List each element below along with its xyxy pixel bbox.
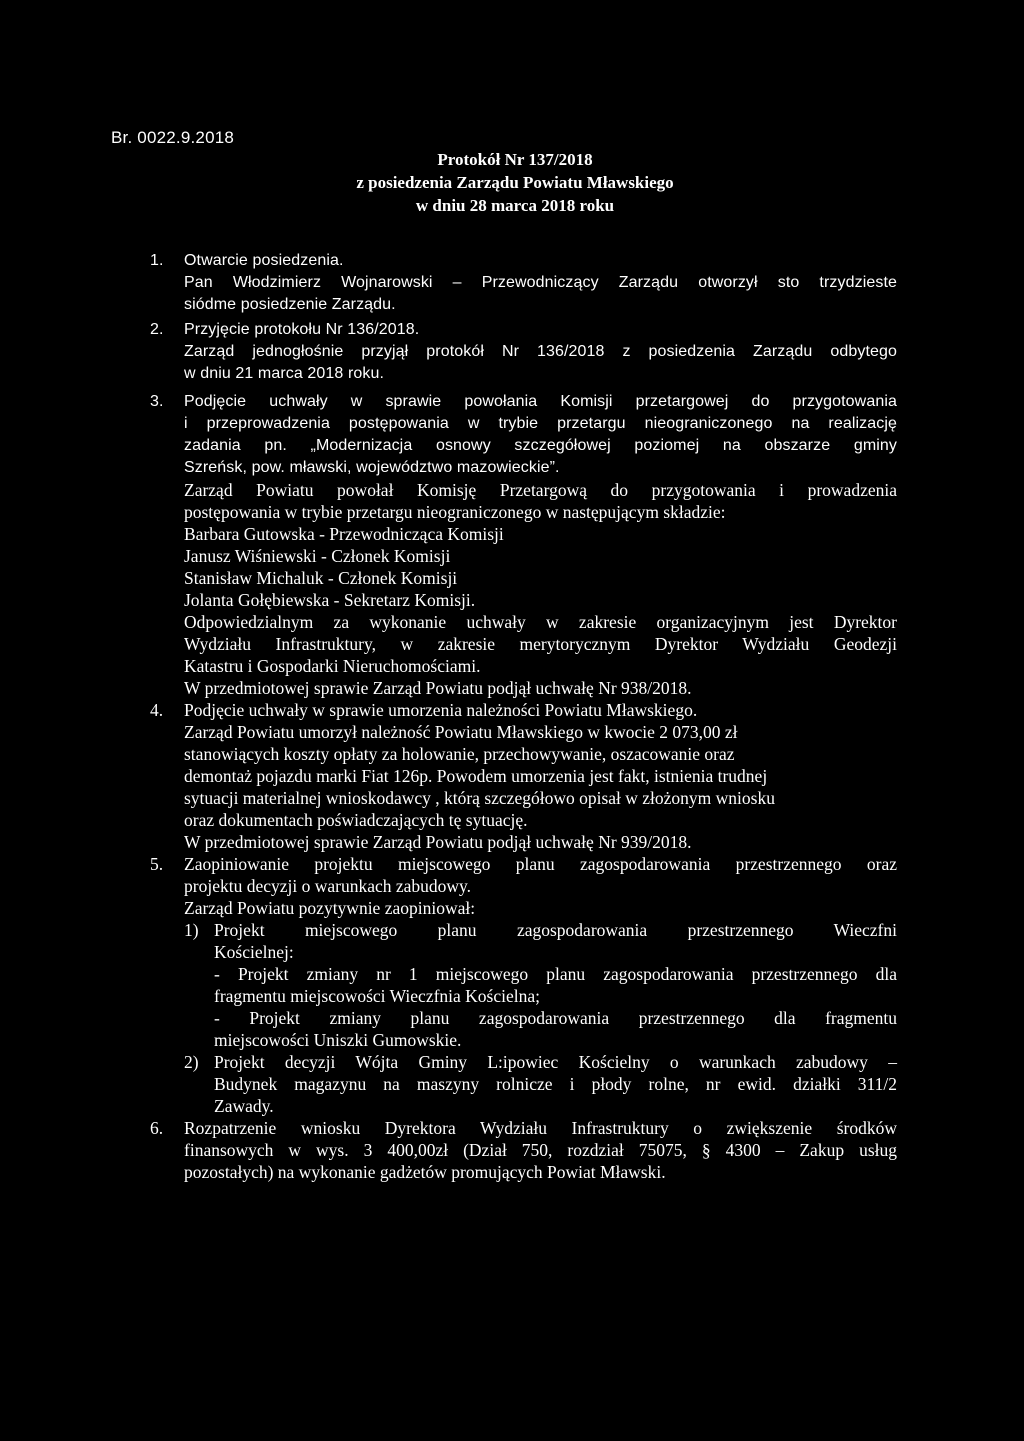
item-text-line: w dniu 21 marca 2018 roku. (184, 365, 385, 382)
item-heading-line: Podjęcie uchwały w sprawie powołania Komisji przetargowej do przygotowania (184, 393, 897, 410)
item-intro: Zarząd Powiatu pozytywnie zaopiniował: (184, 898, 476, 918)
item-heading-line: pozostałych) na wykonanie gadżetów promujących Powiat Mławski. (184, 1162, 666, 1182)
item-text-line: Barbara Gutowska - Przewodnicząca Komisji (184, 524, 504, 544)
item-text-line: sytuacji materialnej wnioskodawcy , którą szczegółowo opisał w złożonym wniosku (184, 788, 775, 808)
item-text-line: Zarząd Powiatu powołał Komisję Przetargową do przygotowania i prowadzenia (184, 480, 897, 500)
sub-item-1 (184, 919, 897, 1051)
agenda-item-2 (150, 319, 897, 385)
item-text-line: Zarząd Powiatu umorzył należność Powiatu Mławskiego w kwocie 2 073,00 zł (184, 722, 738, 742)
item-heading-line: Rozpatrzenie wniosku Dyrektora Wydziału Infrastruktury o zwiększenie środków (184, 1118, 897, 1138)
sub-item-line: - Projekt zmiany nr 1 miejscowego planu zagospodarowania przestrzennego dla (214, 964, 897, 984)
item-number: 1. (150, 252, 164, 269)
sub-item-line: Zawady. (214, 1096, 274, 1116)
sub-item-number: 2) (184, 1052, 199, 1072)
item-text-line: siódme posiedzenie Zarządu. (184, 296, 396, 313)
item-text-line: W przedmiotowej sprawie Zarząd Powiatu podjął uchwałę Nr 939/2018. (184, 832, 692, 852)
item-heading-line: Szreńsk, pow. mławski, województwo mazowieckie”. (184, 459, 560, 476)
item-text-line: stanowiących koszty opłaty za holowanie, przechowywanie, oszacowanie oraz (184, 744, 735, 764)
agenda-item-4 (150, 699, 897, 853)
title-line: z posiedzenia Zarządu Powiatu Mławskiego (356, 173, 674, 192)
title-line: w dniu 28 marca 2018 roku (415, 196, 615, 215)
item-text-line: Katastru i Gospodarki Nieruchomościami. (184, 656, 481, 676)
item-number: 3. (150, 393, 164, 410)
sub-item-line: miejscowości Uniszki Gumowskie. (214, 1030, 462, 1050)
sub-item-line: Kościelnej: (214, 942, 294, 962)
item-heading-line: zadania pn. „Modernizacja osnowy szczegółowej poziomej na obszarze gminy (184, 437, 897, 454)
document-body (150, 250, 897, 1183)
sub-item-line: Budynek magazynu na maszyny rolnicze i płody rolne, nr ewid. działki 311/2 (214, 1074, 897, 1094)
item-heading: Otwarcie posiedzenia. (184, 252, 344, 269)
sub-item-line: Projekt miejscowego planu zagospodarowania przestrzennego Wieczfni (214, 920, 897, 940)
item-heading: Podjęcie uchwały w sprawie umorzenia należności Powiatu Mławskiego. (184, 700, 698, 720)
item-number: 4. (150, 700, 164, 720)
item-text-line: Janusz Wiśniewski - Członek Komisji (184, 546, 451, 566)
item-text-line: demontaż pojazdu marki Fiat 126p. Powodem umorzenia jest fakt, istnienia trudnej (184, 766, 768, 786)
item-text-line: Odpowiedzialnym za wykonanie uchwały w zakresie organizacyjnym jest Dyrektor (184, 612, 897, 632)
sub-item-line: fragmentu miejscowości Wieczfnia Kościelna; (214, 986, 541, 1006)
item-number: 2. (150, 321, 164, 338)
document-title (300, 148, 730, 217)
item-number: 6. (150, 1118, 164, 1138)
item-text-line: Zarząd jednogłośnie przyjął protokół Nr 136/2018 z posiedzenia Zarządu odbytego (184, 343, 897, 360)
item-text-line: postępowania w trybie przetargu nieograniczonego w następującym składzie: (184, 502, 726, 522)
item-text-line: oraz dokumentach poświadczających tę sytuację. (184, 810, 528, 830)
sub-item-line: - Projekt zmiany planu zagospodarowania przestrzennego dla fragmentu (214, 1008, 897, 1028)
item-text-line: Wydziału Infrastruktury, w zakresie merytorycznym Dyrektor Wydziału Geodezji (184, 634, 897, 654)
agenda-item-1 (150, 250, 897, 316)
item-text-line: Stanisław Michaluk - Członek Komisji (184, 568, 458, 588)
item-heading-line: Zaopiniowanie projektu miejscowego planu zagospodarowania przestrzennego oraz (184, 854, 897, 874)
item-heading-line: projektu decyzji o warunkach zabudowy. (184, 876, 472, 896)
agenda-item-5 (150, 853, 897, 1117)
title-line: Protokół Nr 137/2018 (437, 150, 593, 169)
item-number: 5. (150, 854, 164, 874)
agenda-item-6 (150, 1117, 897, 1183)
item-heading-line: finansowych w wys. 3 400,00zł (Dział 750, rozdział 75075, § 4300 – Zakup usług (184, 1140, 897, 1160)
item-text-line: Jolanta Gołębiewska - Sekretarz Komisji. (184, 590, 476, 610)
sub-item-line: Projekt decyzji Wójta Gminy L:ipowiec Kościelny o warunkach zabudowy – (214, 1052, 897, 1072)
item-heading-line: i przeprowadzenia postępowania w trybie przetargu nieograniczonego na realizację (184, 415, 897, 432)
item-heading: Przyjęcie protokołu Nr 136/2018. (184, 321, 420, 338)
item-text-line: W przedmiotowej sprawie Zarząd Powiatu podjął uchwałę Nr 938/2018. (184, 678, 692, 698)
sub-item-2 (184, 1051, 897, 1117)
item-text-line: Pan Włodzimierz Wojnarowski – Przewodniczący Zarządu otworzył sto trzydzieste (184, 274, 897, 291)
agenda-item-3 (150, 391, 897, 699)
document-reference: Br. 0022.9.2018 (111, 128, 235, 147)
sub-item-number: 1) (184, 920, 199, 940)
